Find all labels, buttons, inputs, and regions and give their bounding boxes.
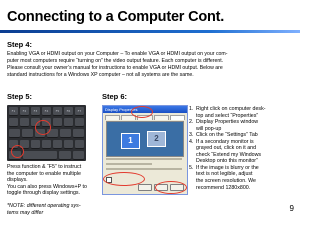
- settings-fields: [106, 158, 182, 173]
- key-f2: F2: [20, 107, 29, 116]
- list-item: 5. If the image is blurry or the text is not legible, adjust the screen resolution. We recommend 1280x800.: [189, 164, 259, 191]
- step4-heading: Step 4:: [7, 40, 33, 49]
- step4-line: puter most computers require “turning on” the video output feature. Each computer is different.: [7, 57, 224, 64]
- resolution-highlight-circle: [155, 181, 187, 194]
- step5-line: the computer to enable multiple: [7, 170, 81, 177]
- key-f7: F7: [75, 107, 84, 116]
- display-properties-screenshot: [102, 105, 188, 195]
- list-item: 3. Click on the “Settings” Tab: [189, 132, 258, 139]
- key-f4: F4: [42, 107, 51, 116]
- extend-checkbox-highlight-circle: [103, 172, 145, 186]
- step4-line: Enabling VGA or HDMI output on your Computer – To enable VGA or HDMI output on your com-: [7, 51, 228, 57]
- step4-line: Please consult your owner’s manual for instructions to enable VGA or HDMI output. Below are: [7, 64, 223, 71]
- monitor-1-icon: 1: [121, 133, 140, 149]
- key-f3: F3: [31, 107, 40, 116]
- f5-key-highlight-circle: [35, 120, 51, 135]
- settings-tab: [170, 115, 185, 120]
- fn-key-highlight-circle: [11, 145, 24, 158]
- step6-heading: Step 6:: [102, 92, 128, 101]
- step6-instructions-list: [189, 106, 297, 191]
- step5-note-line: *NOTE: different operating sys-: [7, 202, 81, 209]
- keyboard-function-row: [9, 107, 84, 116]
- step5-line: You can also press Windows+P to: [7, 183, 87, 190]
- step5-note: [7, 203, 87, 216]
- step4-body: [7, 51, 295, 79]
- step4-line: standard instructions for a Windows XP computer – not all systems are the same.: [7, 71, 194, 78]
- title-underline-bar: [0, 30, 300, 33]
- step5-note-line: tems may differ: [7, 209, 44, 216]
- monitor-arrangement-panel: [106, 121, 184, 157]
- list-item: 4. If a secondary monitor is grayed out, click on it and check “Extend my Windows Desktop onto this monitor”: [189, 138, 262, 165]
- step5-line: toggle through display settings.: [7, 190, 81, 197]
- key-f6: F6: [64, 107, 73, 116]
- list-item: 2. Display Properties window will pop-up: [189, 119, 259, 132]
- key-f5: F5: [53, 107, 62, 116]
- page-number: 9: [289, 204, 294, 213]
- key-f1: F1: [9, 107, 18, 116]
- step5-body: [7, 164, 87, 216]
- page-title: Connecting to a Computer Cont.: [7, 9, 225, 25]
- keyboard-photo: [7, 105, 86, 161]
- step5-line: Press function & “F5” to instruct: [7, 164, 82, 170]
- settings-tab-highlight-circle: [131, 106, 153, 118]
- monitor-2-icon: 2: [147, 131, 166, 147]
- step5-line: displays.: [7, 177, 28, 184]
- step5-heading: Step 5:: [7, 92, 33, 101]
- list-item: 1. Right click on computer desk- top and select “Properties”: [189, 106, 266, 119]
- display-properties-titlebar: Display Properties: [103, 106, 187, 113]
